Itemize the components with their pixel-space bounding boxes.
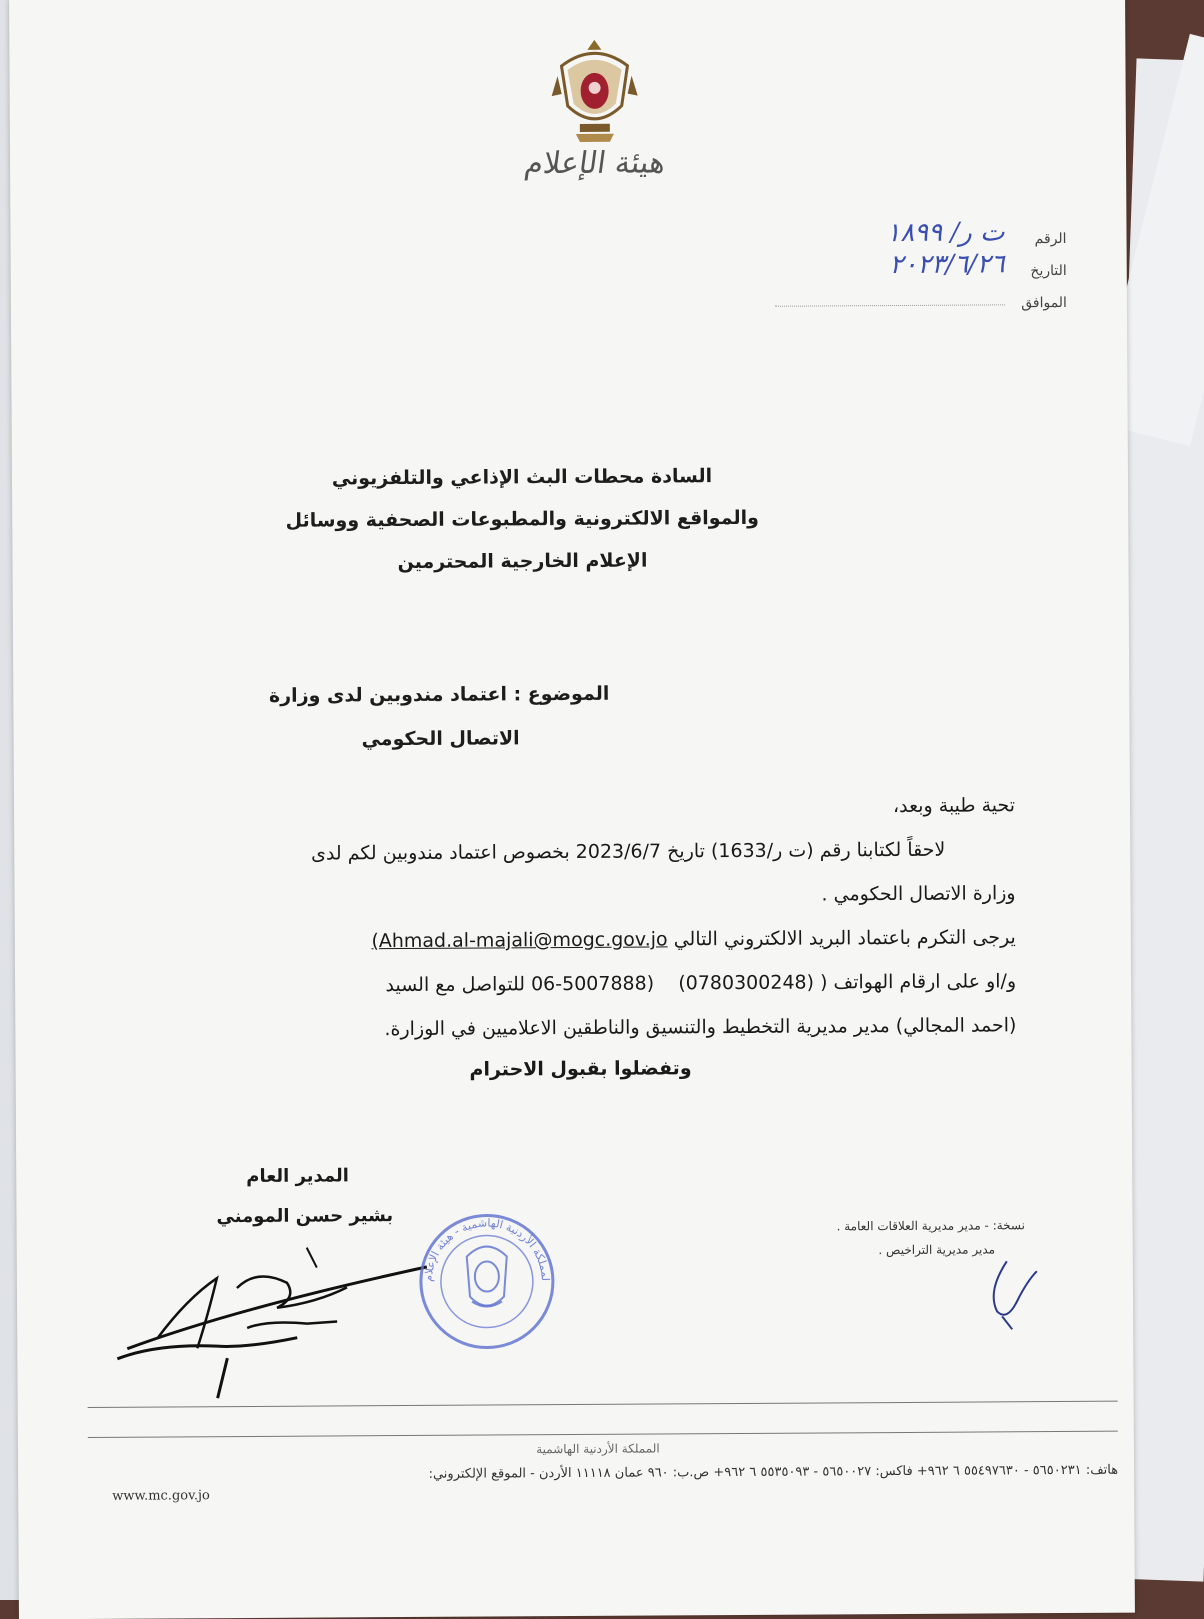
copy-line-1: نسخة: - مدير مديرية العلاقات العامة . [836,1218,1025,1234]
official-stamp [411,1206,562,1357]
phones-prefix: و/او على ارقام الهواتف ( [819,970,1017,994]
subject-line-2: الاتصال الحكومي [361,727,520,751]
phones-suffix: للتواصل مع السيد [385,973,526,997]
handwritten-signature [97,1227,458,1409]
paragraph-2-line-1 [196,915,1016,964]
corresponding-label: الموافق [1021,294,1067,312]
reference-block [706,215,1067,313]
organization-logo-text: هيئة الإعلام [522,145,668,182]
email-address: (Ahmad.al-majali@mogc.gov.jo [371,928,668,953]
addressee-line-3: الإعلام الخارجية المحترمين [397,549,648,574]
corresponding-line [775,304,1005,306]
paragraph-2-line-3: (احمد المجالي) مدير مديرية التخطيط والتنسيق والناطقين الاعلاميين في الوزارة. [384,1014,1017,1041]
greeting: تحية طيبة وبعد، [892,794,1016,818]
copy-line-2: مدير مديرية التراخيص . [878,1242,996,1258]
footer-contact: هاتف: ٥٦٥٠٢٣١ - ٥٥٤٩٧٦٣٠ ٦ ٩٦٢+ فاكس: ٥٦٥٠٠٢٧ - ٥٥٣٥٠٩٣ ٦ ٩٦٢+ ص.ب: ٩٦٠ عمان ١١١١٨ الأردن - الموقع الإلكتروني: [428,1462,1119,1482]
paragraph-1-line-2: وزارة الاتصال الحكومي . [821,882,1016,906]
paragraph-2-line-2 [196,959,1016,1008]
number-value: ت ر/ ١٨٩٩ [886,217,1005,249]
letter-page [9,0,1135,1619]
letter-body [195,783,1017,1052]
stamp-text: المملكة الأردنية الهاشمية - هيئة الإعلام [421,1216,552,1283]
footer-website: www.mc.gov.jo [112,1488,210,1504]
number-label: الرقم [1034,230,1067,248]
subject-line-1: الموضوع : اعتماد مندوبين لدى وزارة [268,682,610,707]
addressee-line-2: والمواقع الالكترونية والمطبوعات الصحفية ووسائل [285,506,759,532]
signatory-name: بشير حسن المومني [216,1205,394,1228]
closing-line: وتفضلوا بقبول الاحترام [469,1057,692,1081]
paragraph-2-prefix: يرجى التكرم باعتماد البريد الالكتروني التالي [673,926,1016,951]
phone-2: (0780300248) [678,971,815,995]
phone-1: 06-5007888) [530,972,655,996]
footer-divider [88,1431,1118,1438]
corresponding-row [707,279,1067,313]
signatory-title: المدير العام [246,1165,349,1187]
date-label: التاريخ [1030,262,1067,280]
addressee-block [192,454,853,584]
footer-kingdom: المملكة الأردنية الهاشمية [536,1441,660,1457]
initials-signature [977,1251,1047,1331]
coat-of-arms-icon [549,36,640,147]
number-row [706,215,1066,249]
addressee-line-1: السادة محطات البث الإذاعي والتلفزيوني [331,465,713,490]
subject-block [189,672,610,763]
paragraph-1-line-1: لاحقاً لكتابنا رقم (ت ر/1633) تاريخ 2023/6/7 بخصوص اعتماد مندوبين لكم لدى [310,838,946,865]
date-value: ٢٠٢٣/٦/٢٦ [889,249,1005,281]
date-row [707,247,1067,281]
